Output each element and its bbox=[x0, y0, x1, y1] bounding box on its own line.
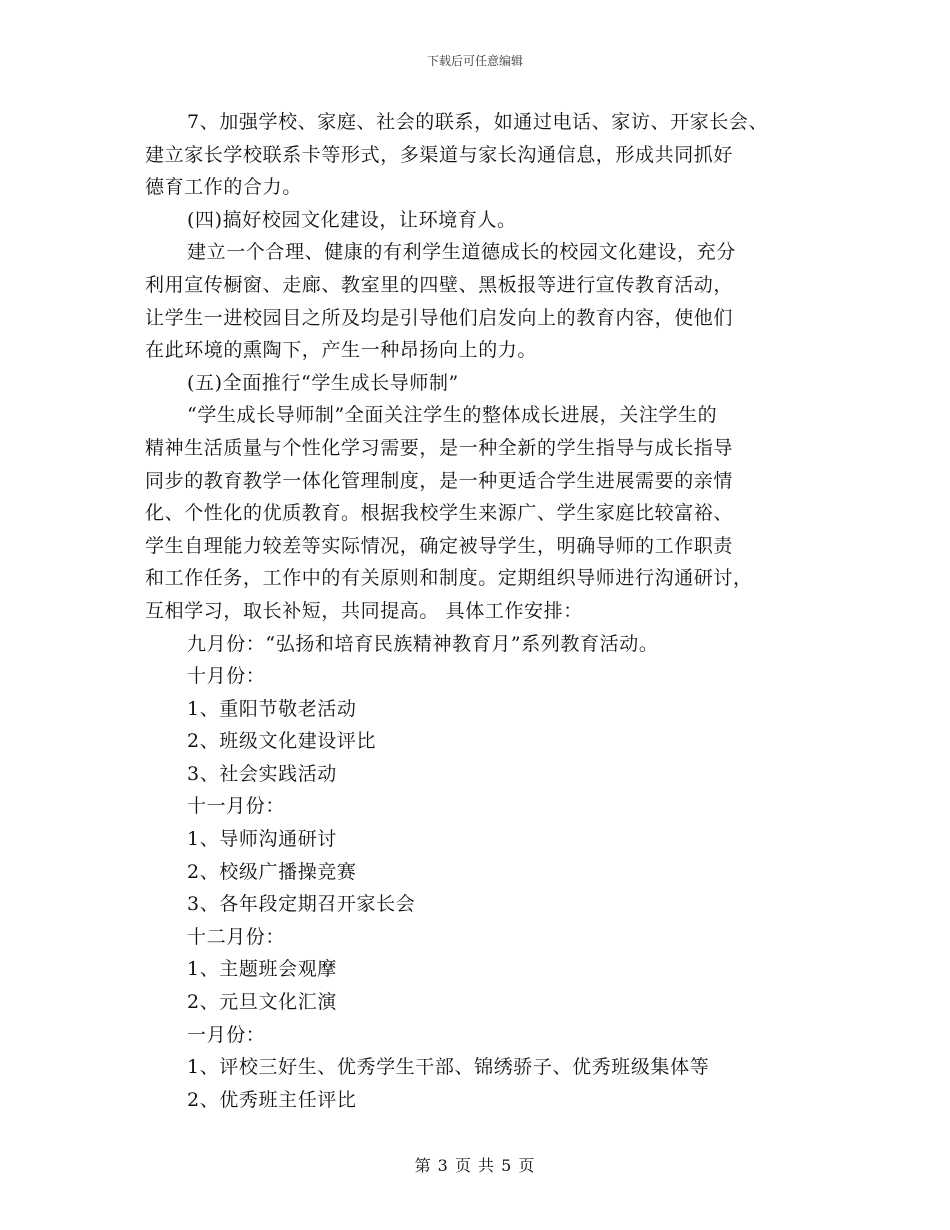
text-line: 利用宣传橱窗、走廊、教室里的四壁、黑板报等进行宣传教育活动， bbox=[145, 273, 734, 296]
text-line: (五)全面推行“学生成长导师制” bbox=[187, 371, 459, 394]
text-line: 精神生活质量与个性化学习需要，是一种全新的学生指导与成长指导 bbox=[145, 436, 734, 459]
text-line: 建立一个合理、健康的有利学生道德成长的校园文化建设，充分 bbox=[187, 241, 736, 264]
page-footer: 第 3 页 共 5 页 bbox=[414, 1156, 536, 1175]
text-line: 一月份： bbox=[187, 1023, 266, 1046]
document-body bbox=[145, 106, 825, 1116]
text-line: 在此环境的熏陶下，产生一种昂扬向上的力。 bbox=[145, 339, 538, 362]
text-line: 建立家长学校联系卡等形式，多渠道与家长沟通信息，形成共同抓好 bbox=[145, 143, 734, 166]
text-line: 十月份： bbox=[187, 665, 266, 688]
text-line: 2、优秀班主任评比 bbox=[187, 1088, 357, 1111]
text-line: 1、导师沟通研讨 bbox=[187, 828, 337, 851]
text-line: 1、重阳节敬老活动 bbox=[187, 697, 357, 720]
page-header: 下载后可任意编辑 bbox=[426, 54, 523, 68]
text-line: 化、个性化的优质教育。根据我校学生来源广、学生家庭比较富裕、 bbox=[145, 502, 734, 525]
text-line: 互相学习，取长补短，共同提高。 具体工作安排： bbox=[145, 599, 583, 622]
text-line: (四)搞好校园文化建设，让环境育人。 bbox=[187, 208, 517, 231]
text-line: “学生成长导师制”全面关注学生的整体成长进展，关注学生的 bbox=[187, 404, 718, 427]
text-line: 学生自理能力较差等实际情况，确定被导学生，明确导师的工作职责 bbox=[145, 534, 734, 557]
text-line: 2、元旦文化汇演 bbox=[187, 991, 337, 1014]
text-line: 十一月份： bbox=[187, 795, 286, 818]
text-line: 1、主题班会观摩 bbox=[187, 958, 337, 981]
text-line: 3、各年段定期召开家长会 bbox=[187, 893, 416, 916]
text-line: 7、加强学校、家庭、社会的联系，如通过电话、家访、开家长会、 bbox=[187, 111, 769, 133]
text-line: 德育工作的合力。 bbox=[145, 176, 302, 199]
text-line: 让学生一进校园目之所及均是引导他们启发向上的教育内容，使他们 bbox=[145, 306, 734, 329]
text-line: 2、校级广播操竞赛 bbox=[187, 860, 357, 883]
text-line: 和工作任务，工作中的有关原则和制度。定期组织导师进行沟通研讨， bbox=[145, 567, 753, 590]
text-line: 3、社会实践活动 bbox=[187, 762, 337, 785]
text-line: 十二月份： bbox=[187, 925, 286, 948]
text-line: 同步的教育教学一体化管理制度，是一种更适合学生进展需要的亲情 bbox=[145, 469, 734, 492]
text-line: 1、评校三好生、优秀学生干部、锦绣骄子、优秀班级集体等 bbox=[187, 1056, 710, 1079]
text-line: 2、班级文化建设评比 bbox=[187, 730, 377, 753]
text-line: 九月份：“弘扬和培育民族精神教育月”系列教育活动。 bbox=[187, 632, 659, 655]
